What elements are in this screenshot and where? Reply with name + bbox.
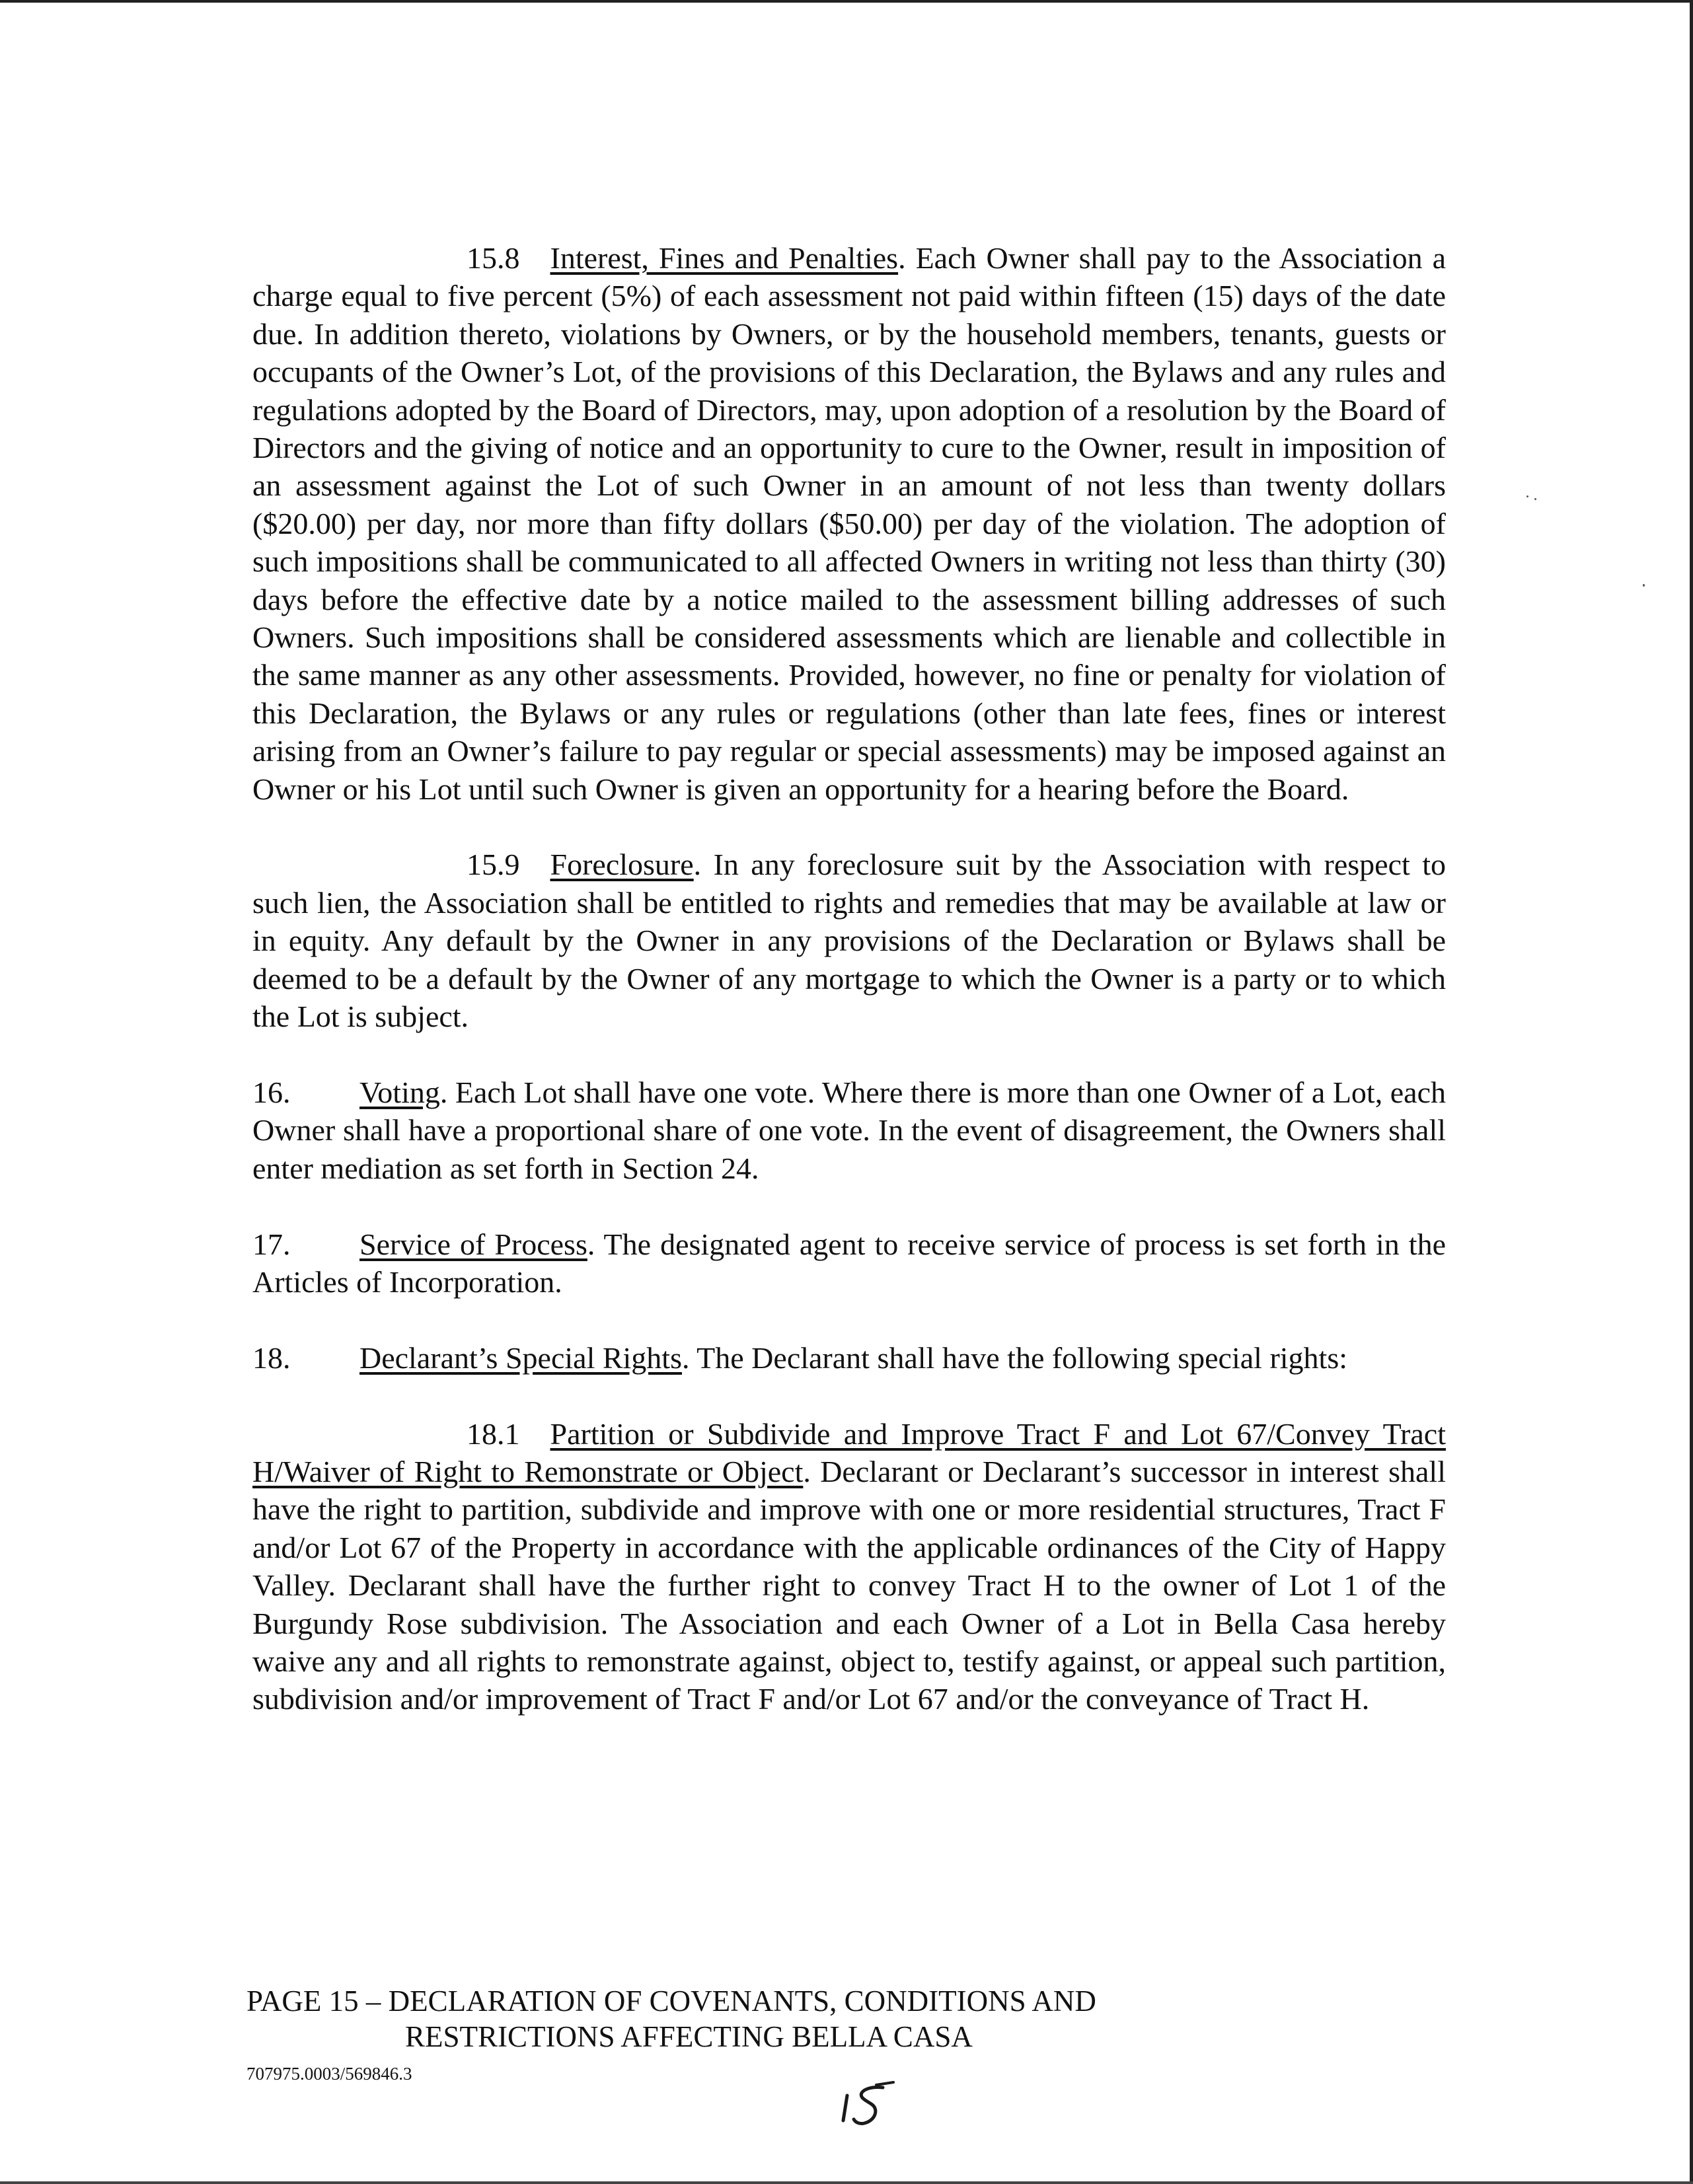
- section-heading: Voting: [359, 1075, 440, 1109]
- section-number: 15.9: [467, 848, 520, 882]
- page-edge-right: [1690, 0, 1693, 2184]
- page-edge-bottom: [0, 2181, 1693, 2184]
- section-text: . In any foreclosure suit by the Association with respect to such lien, the Association shall be entitled to rights and remedies that may be available at law or in equity. Any default by the Owner in any provisions of the Declaration or Bylaws shall be deemed to be a default by the Owner of any mortgage to which the Owner is a party or to which the Lot is subject.: [252, 848, 1446, 1034]
- section-number: 18.: [252, 1340, 291, 1375]
- section-16: [252, 1074, 1446, 1187]
- section-text: . The Declarant shall have the following special rights:: [682, 1340, 1348, 1375]
- scan-speck: [1526, 495, 1528, 497]
- document-body: [252, 239, 1446, 1756]
- document-number: 707975.0003/569846.3: [246, 2064, 412, 2084]
- section-text: . The designated agent to receive service of process is set forth in the Articles of Incorporation.: [252, 1227, 1446, 1299]
- section-15-8: [252, 239, 1446, 808]
- section-heading: Declarant’s Special Rights: [359, 1340, 682, 1375]
- section-number: 18.1: [467, 1416, 520, 1451]
- handwritten-page-number: [838, 2080, 897, 2132]
- section-heading: Interest, Fines and Penalties: [550, 241, 899, 275]
- handwritten-15-mark: [838, 2080, 897, 2132]
- footer-line-1: PAGE 15 – DECLARATION OF COVENANTS, CONDITIONS AND: [246, 1984, 1096, 2018]
- section-number: 16.: [252, 1075, 291, 1109]
- section-heading: Foreclosure: [550, 848, 694, 882]
- scan-speck: [1534, 498, 1536, 500]
- section-text: . Declarant or Declarant’s successor in interest shall have the right to partition, subdivide and improve with one or more residential structures, Tract F and/or Lot 67 of the Property in accordance with the applicable ordinances of the City of Happy Valley. Declarant shall have the further right to convey Tract H to the owner of Lot 1 of the Burgundy Rose subdivision. The Association and each Owner of a Lot in Bella Casa hereby waive any and all rights to remonstrate against, object to, testify against, or appeal such partition, subdivision and/or improvement of Tract F and/or Lot 67 and/or the conveyance of Tract H.: [252, 1454, 1446, 1716]
- section-heading: Service of Process: [359, 1227, 587, 1261]
- scan-speck: [1643, 584, 1645, 587]
- section-18: [252, 1339, 1446, 1377]
- footer-line-2: RESTRICTIONS AFFECTING BELLA CASA: [405, 2020, 973, 2053]
- section-text: . Each Owner shall pay to the Association a charge equal to five percent (5%) of each assessment not paid within fifteen (15) days of the date due. In addition thereto, violations by Owners, or by the household members, tenants, guests or occupants of the Owner’s Lot, of the provisions of this Declaration, the Bylaws and any rules and regulations adopted by the Board of Directors, may, upon adoption of a resolution by the Board of Directors and the giving of notice and an opportunity to cure to the Owner, result in imposition of an assessment against the Lot of such Owner in an amount of not less than twenty dollars ($20.00) per day, nor more than fifty dollars ($50.00) per day of the violation. The adoption of such impositions shall be communicated to all affected Owners in writing not less than thirty (30) days before the effective date by a notice mailed to the assessment billing addresses of such Owners. Such impositions shall be considered assessments which are lienable and collectible in the same manner as any other assessments. Provided, however, no fine or penalty for violation of this Declaration, the Bylaws or any rules or regulations (other than late fees, fines or interest arising from an Owner’s failure to pay regular or special assessments) may be imposed against an Owner or his Lot until such Owner is given an opportunity for a hearing before the Board.: [252, 241, 1446, 806]
- section-17: [252, 1225, 1446, 1301]
- section-number: 15.8: [467, 241, 520, 275]
- section-15-9: [252, 846, 1446, 1035]
- page-edge-top: [0, 0, 1693, 3]
- section-18-1: [252, 1415, 1446, 1718]
- page-footer-title: [246, 1983, 1096, 2055]
- section-number: 17.: [252, 1227, 291, 1261]
- section-heading: Partition or Subdivide and Improve Tract F and Lot 67/Convey Tract H/Waiver of Right to Remonstrate or Object: [252, 1416, 1446, 1488]
- section-text: . Each Lot shall have one vote. Where there is more than one Owner of a Lot, each Owner shall have a proportional share of one vote. In the event of disagreement, the Owners shall enter mediation as set forth in Section 24.: [252, 1075, 1446, 1185]
